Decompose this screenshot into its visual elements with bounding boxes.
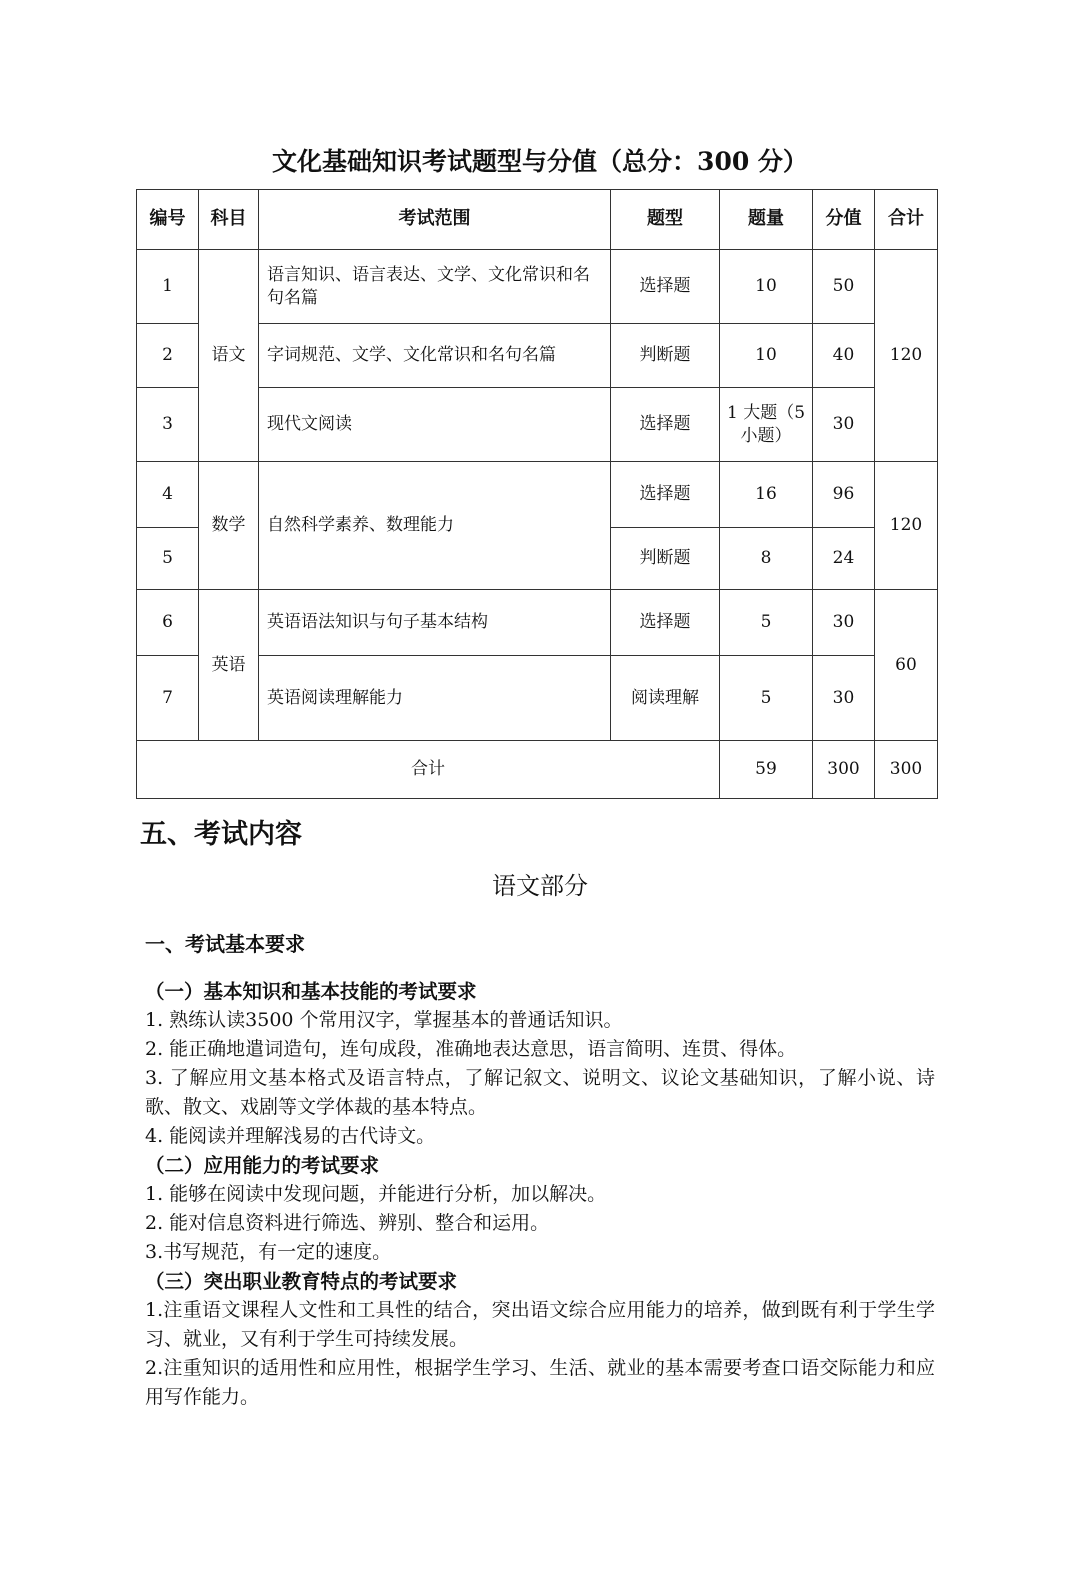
- subject-cell: 数学: [199, 462, 259, 590]
- total-cell: 60: [875, 590, 938, 741]
- count-cell: 16: [720, 462, 813, 528]
- requirements-section: [145, 930, 935, 1412]
- score-cell: 50: [813, 250, 875, 324]
- range-cell: 语言知识、语言表达、文学、文化常识和名句名篇: [259, 250, 611, 324]
- row-number: 7: [137, 656, 199, 741]
- row-number: 2: [137, 324, 199, 388]
- count-cell: 5: [720, 590, 813, 656]
- range-cell: 字词规范、文学、文化常识和名句名篇: [259, 324, 611, 388]
- score-table: [136, 189, 938, 799]
- requirement-item: 2.注重知识的适用性和应用性，根据学生学习、生活、就业的基本需要考查口语交际能力和应用写作能力。: [145, 1357, 935, 1408]
- count-cell: 10: [720, 324, 813, 388]
- table-row: [137, 462, 938, 528]
- range-cell: 英语语法知识与句子基本结构: [259, 590, 611, 656]
- summary-score: 300: [813, 741, 875, 799]
- score-cell: 96: [813, 462, 875, 528]
- section-heading: 五、考试内容: [140, 819, 302, 850]
- range-cell: 自然科学素养、数理能力: [259, 462, 611, 590]
- requirement-item: 1. 熟练认读3500 个常用汉字，掌握基本的普通话知识。: [145, 1009, 623, 1031]
- score-cell: 24: [813, 528, 875, 590]
- type-cell: 判断题: [611, 528, 720, 590]
- requirement-item: 2. 能对信息资料进行筛选、辨别、整合和运用。: [145, 1212, 550, 1234]
- range-cell: 现代文阅读: [259, 388, 611, 462]
- table-row: [137, 590, 938, 656]
- score-cell: 30: [813, 590, 875, 656]
- requirement-item: 1. 能够在阅读中发现问题，并能进行分析，加以解决。: [145, 1183, 607, 1205]
- score-cell: 40: [813, 324, 875, 388]
- total-cell: 120: [875, 462, 938, 590]
- type-cell: 选择题: [611, 250, 720, 324]
- type-cell: 选择题: [611, 462, 720, 528]
- summary-label: 合计: [137, 741, 720, 799]
- requirement-item: 4. 能阅读并理解浅易的古代诗文。: [145, 1125, 436, 1147]
- count-cell: 10: [720, 250, 813, 324]
- row-number: 4: [137, 462, 199, 528]
- group-title: （一）基本知识和基本技能的考试要求: [145, 980, 477, 1003]
- header-cell: 题量: [720, 190, 813, 250]
- summary-count: 59: [720, 741, 813, 799]
- count-cell: 1 大题（5 小题）: [720, 388, 813, 462]
- header-cell: 分值: [813, 190, 875, 250]
- row-number: 6: [137, 590, 199, 656]
- row-number: 5: [137, 528, 199, 590]
- row-number: 1: [137, 250, 199, 324]
- type-cell: 阅读理解: [611, 656, 720, 741]
- header-cell: 考试范围: [259, 190, 611, 250]
- requirement-item: 3. 了解应用文基本格式及语言特点，了解记叙文、说明文、议论文基础知识，了解小说、诗歌、散文、戏剧等文学体裁的基本特点。: [145, 1067, 935, 1118]
- group-title: （三）突出职业教育特点的考试要求: [145, 1270, 458, 1293]
- subject-cell: 语文: [199, 250, 259, 462]
- total-cell: 120: [875, 250, 938, 462]
- table-row: [137, 250, 938, 324]
- score-cell: 30: [813, 388, 875, 462]
- count-cell: 8: [720, 528, 813, 590]
- score-cell: 30: [813, 656, 875, 741]
- part-title: 语文部分: [492, 872, 588, 900]
- requirements-heading: 一、考试基本要求: [145, 932, 305, 956]
- requirement-item: 1.注重语文课程人文性和工具性的结合，突出语文综合应用能力的培养，做到既有利于学生学习、就业，又有利于学生可持续发展。: [145, 1299, 935, 1350]
- table-title: 文化基础知识考试题型与分值（总分：300 分）: [272, 147, 808, 176]
- subject-cell: 英语: [199, 590, 259, 741]
- header-cell: 题型: [611, 190, 720, 250]
- header-cell: 科目: [199, 190, 259, 250]
- summary-total: 300: [875, 741, 938, 799]
- header-cell: 合计: [875, 190, 938, 250]
- requirement-item: 2. 能正确地遣词造句，连句成段，准确地表达意思，语言简明、连贯、得体。: [145, 1038, 797, 1060]
- count-cell: 5: [720, 656, 813, 741]
- type-cell: 判断题: [611, 324, 720, 388]
- header-cell: 编号: [137, 190, 199, 250]
- range-cell: 英语阅读理解能力: [259, 656, 611, 741]
- row-number: 3: [137, 388, 199, 462]
- table-header-row: [137, 190, 938, 250]
- type-cell: 选择题: [611, 388, 720, 462]
- table-summary-row: [137, 741, 938, 799]
- group-title: （二）应用能力的考试要求: [145, 1154, 380, 1177]
- requirement-item: 3.书写规范，有一定的速度。: [145, 1241, 392, 1263]
- type-cell: 选择题: [611, 590, 720, 656]
